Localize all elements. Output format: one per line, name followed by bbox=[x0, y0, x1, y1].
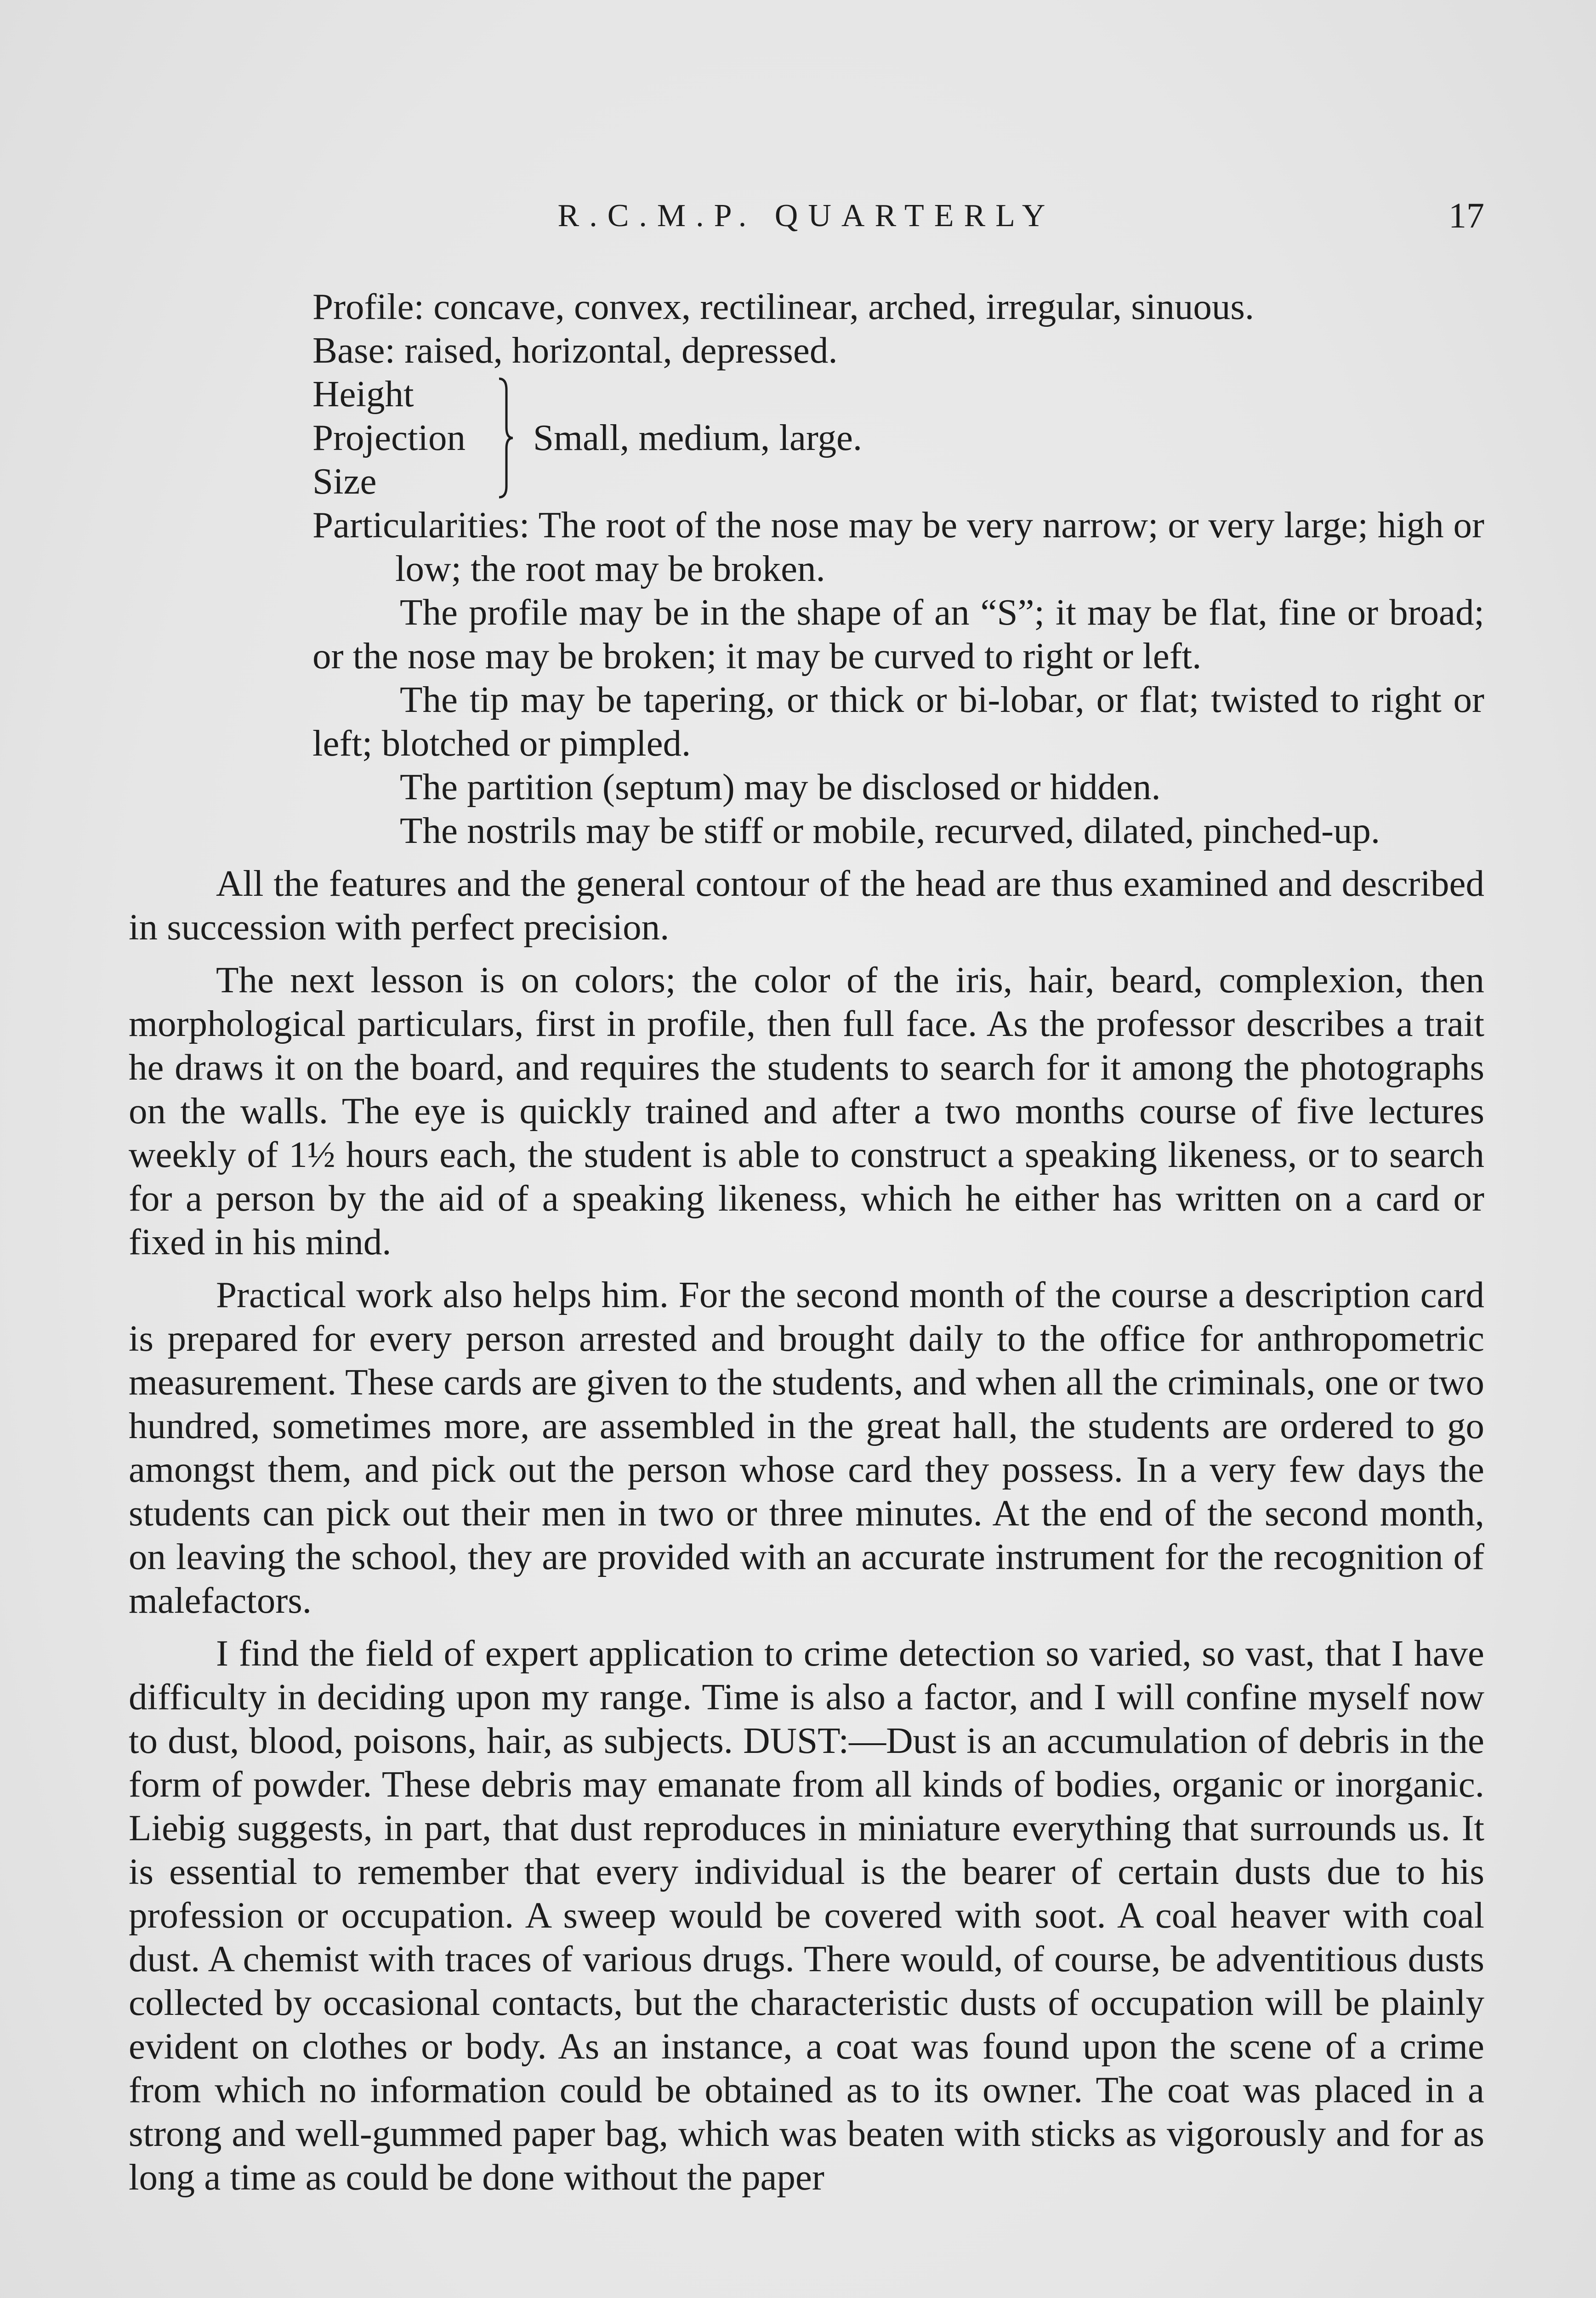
paragraph-dust: I find the field of expert application to crime detection so varied, so vast, that I have difficulty in deciding upon my range. Time is also a factor, and I will confine myself now to dust, blood, poisons, hair, as subjects. DUST:—Dust is an accumulation of debris in the form of powder. These debris may emanate from all kinds of bodies, organic or inorganic. Liebig suggests, in part, that dust reproduces in miniature everything that surrounds us. It is essential to remember that every individual is the bearer of certain dusts due to his profession or occupation. A sweep would be covered with soot. A coal heaver with coal dust. A chemist with traces of various drugs. There would, of course, be adventitious dusts collected by occasional contacts, but the characteristic dusts of occupation will be plainly evident on clothes or body. As an instance, a coat was found upon the scene of a crime from which no information could be obtained as to its owner. The coat was placed in a strong and well-gummed paper bag, which was beaten with sticks as vigorously and for as long a time as could be done without the paper bbox=[129, 1632, 1484, 2198]
profile-line: Profile: concave, convex, rectilinear, arched, irregular, sinuous. bbox=[312, 286, 1255, 327]
sub-item-partition: The partition (septum) may be disclosed or hidden. bbox=[400, 766, 1161, 808]
sub-item-tip: The tip may be tapering, or thick or bi-lobar, or flat; twisted to right or left; blotched or pimpled. bbox=[312, 679, 1484, 764]
page-number: 17 bbox=[1448, 195, 1484, 235]
paragraph-features: All the features and the general contour of the head are thus examined and described in succession with perfect precision. bbox=[129, 863, 1484, 948]
nose-description-list bbox=[312, 285, 1484, 853]
brace-value: Small, medium, large. bbox=[533, 417, 863, 458]
brace-label-height: Height bbox=[312, 373, 414, 415]
brace-label-projection: Projection bbox=[312, 417, 466, 458]
particularities-line: Particularities: The root of the nose may be very narrow; or very large; high or low; the root may be broken. bbox=[312, 504, 1484, 589]
body-text bbox=[129, 285, 1484, 2199]
brace-labels bbox=[312, 372, 496, 503]
sub-item-profile: The profile may be in the shape of an “S”; it may be flat, fine or broad; or the nose may be broken; it may be curved to right or left. bbox=[312, 592, 1484, 677]
running-title: R.C.M.P. QUARTERLY bbox=[557, 198, 1056, 233]
curly-brace-icon bbox=[496, 376, 515, 500]
paragraph-practical-work: Practical work also helps him. For the second month of the course a description card is prepared for every person arrested and brought daily to the office for anthropometric measurement. These cards are given to the students, and when all the criminals, one or two hundred, sometimes more, are assembled in the great hall, the students are ordered to go amongst them, and pick out the person whose card they possess. In a very few days the students can pick out their men in two or three minutes. At the end of the second month, on leaving the school, they are provided with an accurate instrument for the recognition of malefactors. bbox=[129, 1274, 1484, 1621]
page-header bbox=[129, 195, 1484, 244]
paragraph-colors: The next lesson is on colors; the color of the iris, hair, beard, complexion, then morphological particulars, first in profile, then full face. As the professor describes a trait he draws it on the board, and requires the students to search for it among the photographs on the walls. The eye is quickly trained and after a two months course of five lectures weekly of 1½ hours each, the student is able to construct a speaking likeness, or to search for a person by the aid of a speaking likeness, which he either has written on a card or fixed in his mind. bbox=[129, 959, 1484, 1263]
brace-label-size: Size bbox=[312, 461, 377, 502]
base-line: Base: raised, horizontal, depressed. bbox=[312, 330, 838, 371]
sub-item-nostrils: The nostrils may be stiff or mobile, recurved, dilated, pinched-up. bbox=[400, 810, 1380, 851]
size-brace-group bbox=[312, 372, 1484, 503]
